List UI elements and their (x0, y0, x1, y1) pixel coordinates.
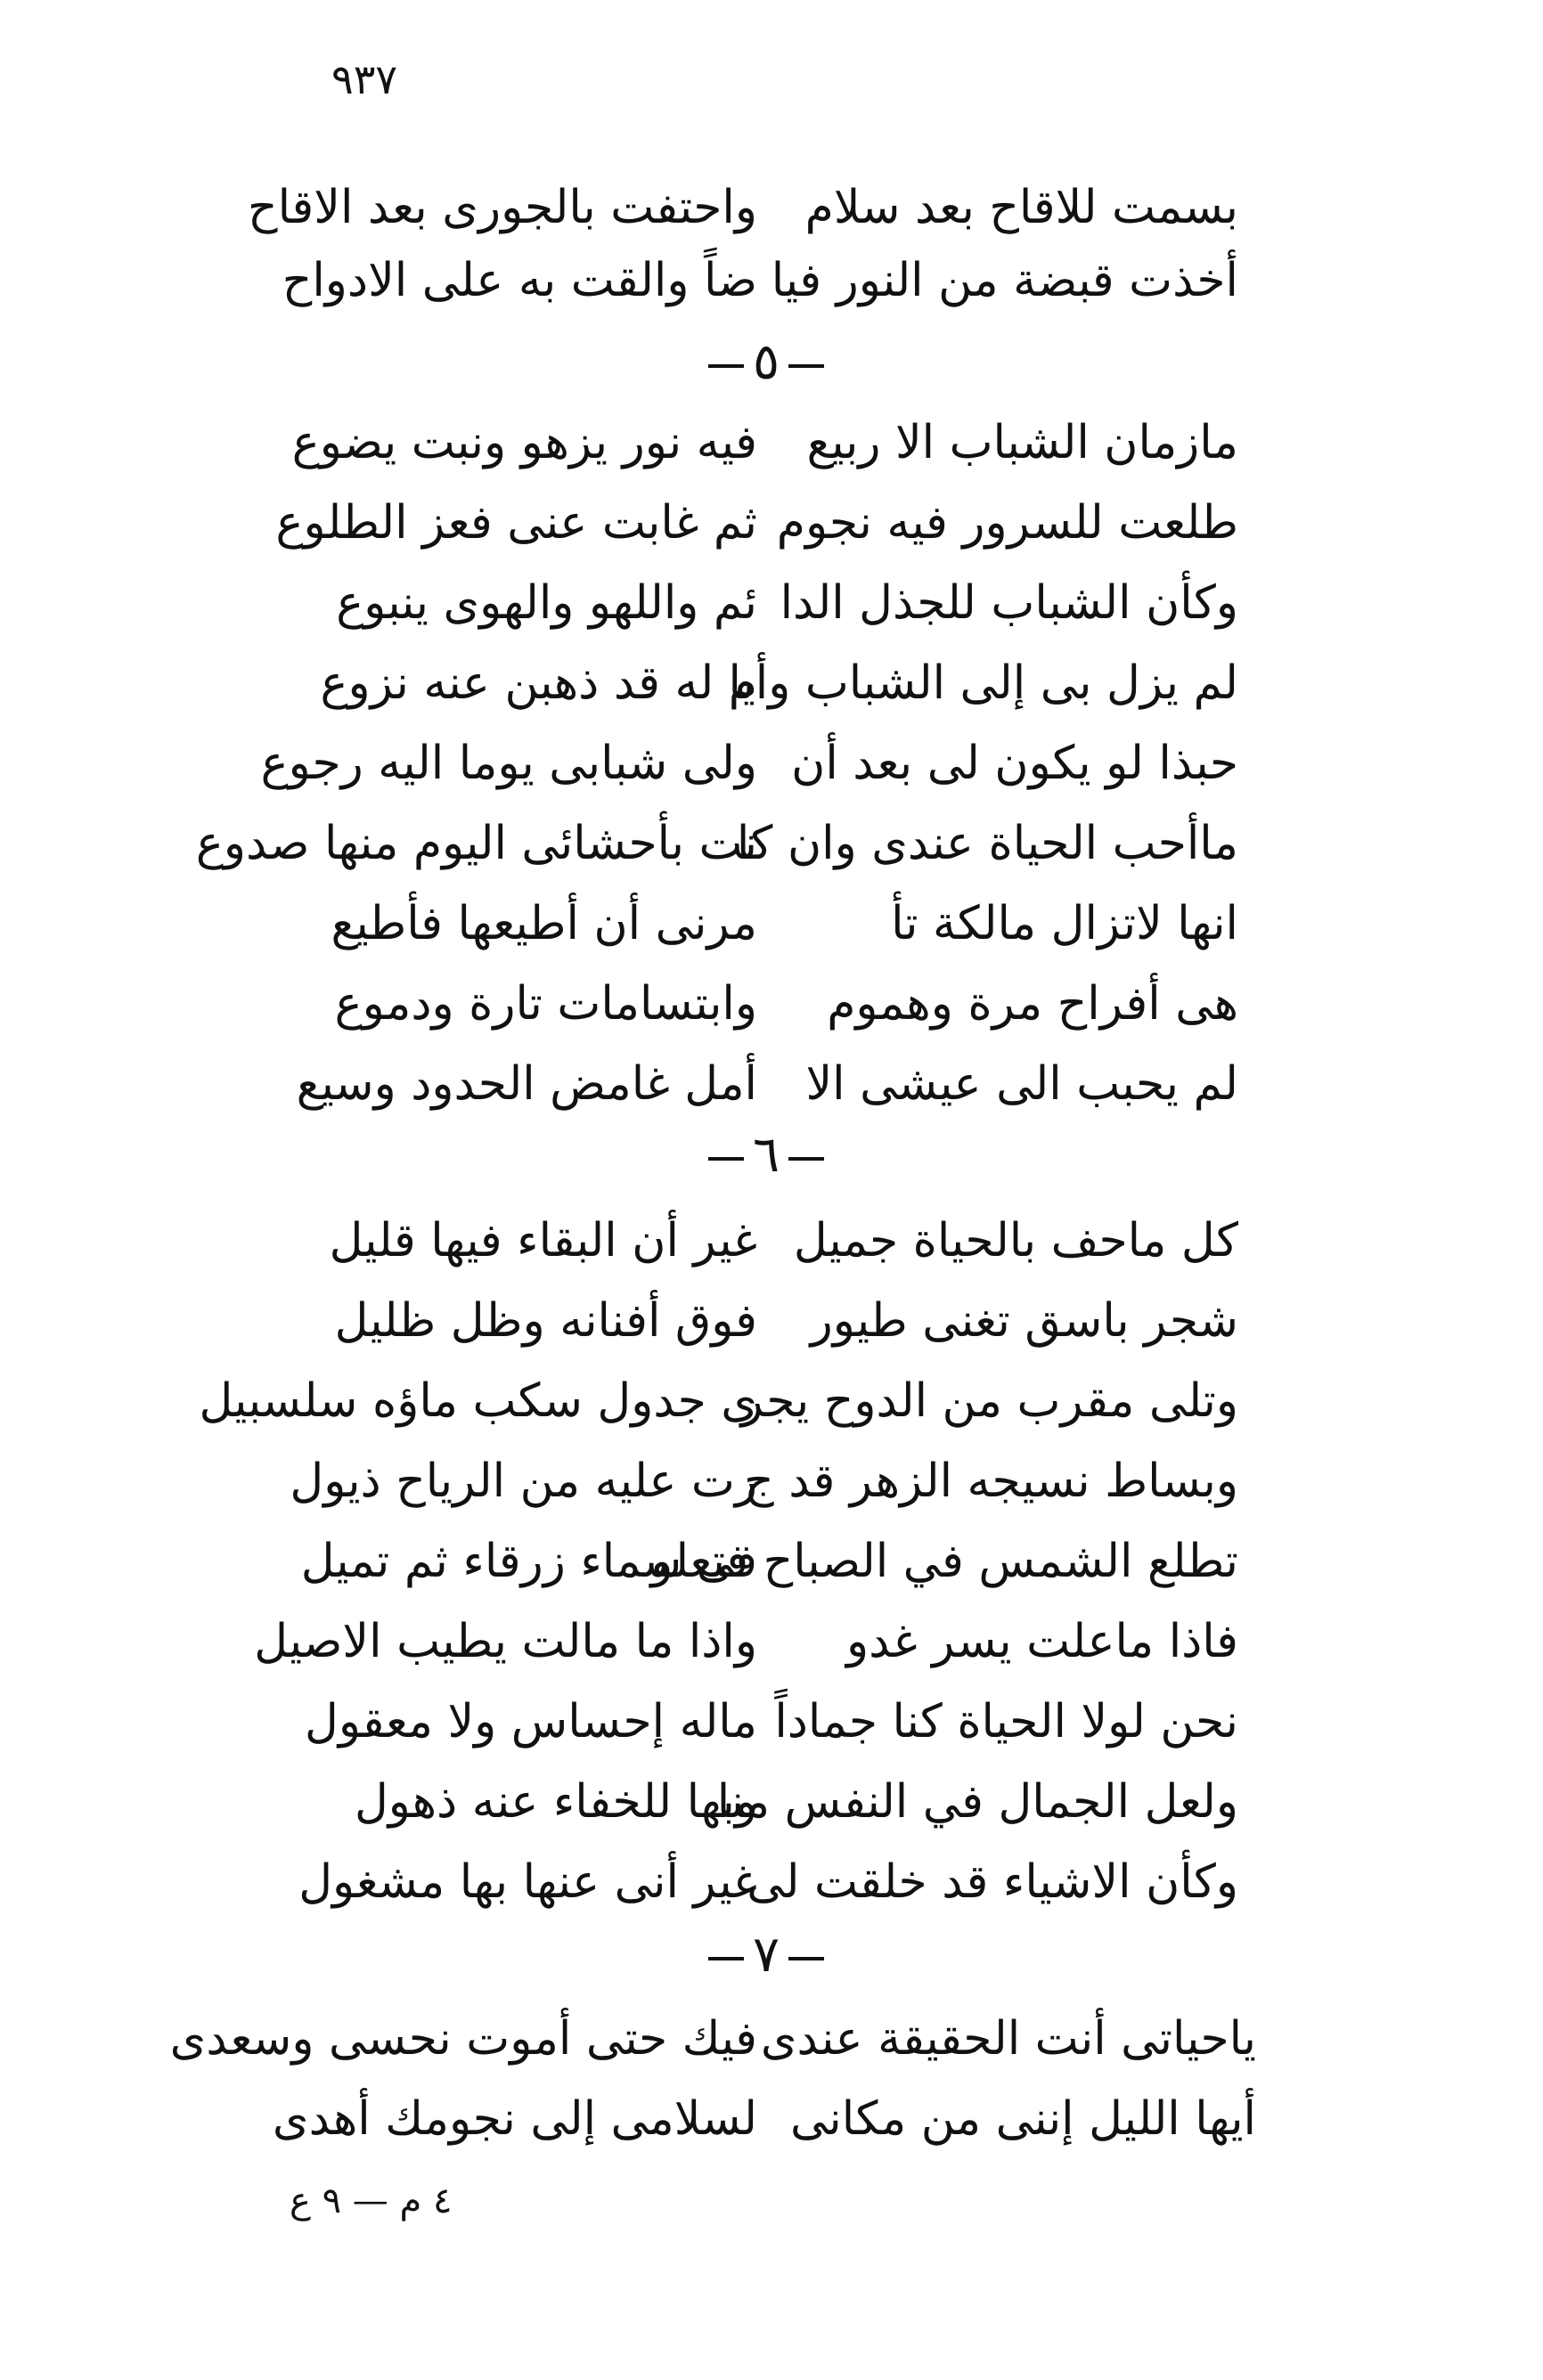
verse-first-hemistich: نحن لولا الحياة كنا جماداً (774, 1695, 1238, 1748)
verse-second-hemistich: مرنى أن أطيعها فأطيع (331, 897, 757, 950)
verse-second-hemistich: أمل غامض الحدود وسيع (296, 1057, 757, 1111)
verse-first-hemistich: فاذا ماعلت يسر غدو (845, 1615, 1238, 1668)
dash (788, 364, 824, 368)
section-number: ٧ (752, 1926, 780, 1984)
verse-second-hemistich: وابتسامات تارة ودموع (334, 977, 757, 1031)
verse-second-hemistich: ثم غابت عنى فعز الطلوع (275, 496, 757, 550)
verse-first-hemistich: طلعت للسرور فيه نجوم (776, 496, 1238, 550)
verse-row (312, 643, 1238, 723)
verse-row (290, 1441, 1238, 1521)
section-number: ٥ (752, 333, 780, 391)
verse-first-hemistich: لم يزل بى إلى الشباب وأيا (728, 656, 1238, 710)
verse-second-hemistich: فوق أفنانه وظل ظليل (334, 1294, 757, 1348)
verse-row (248, 167, 1238, 248)
verse-second-hemistich: غير أن البقاء فيها قليل (329, 1214, 757, 1267)
dash (788, 1957, 824, 1960)
verse-row (298, 1842, 1238, 1922)
verse-first-hemistich: وكأن الشباب للجذل الدا (780, 576, 1238, 630)
verse-second-hemistich: وبها للخفاء عنه ذهول (354, 1775, 757, 1829)
verse-first-hemistich: كل ماحف بالحياة جميل (793, 1214, 1238, 1267)
verse-row (254, 1602, 1238, 1682)
verse-second-hemistich: ئم واللهو والهوى ينبوع (336, 576, 757, 630)
verse-row (300, 1521, 1238, 1602)
verse-row (312, 1762, 1238, 1842)
verse-second-hemistich: ضاً والقت به على الادواح (282, 254, 757, 307)
verse-second-hemistich: غير أنى عنها بها مشغول (298, 1855, 757, 1909)
verse-row (312, 1201, 1238, 1281)
verse-row (169, 1999, 1256, 2079)
verse-row (296, 1044, 1238, 1124)
section-marker (695, 331, 837, 394)
verse-first-hemistich: حبذا لو يكون لى بعد أن (791, 737, 1238, 790)
verse-first-hemistich: شجر باسق تغنى طيور (810, 1294, 1238, 1348)
verse-second-hemistich: فيه نور يزهو ونبت يضوع (291, 416, 757, 469)
verse-first-hemistich: وكأن الاشياء قد خلقت لى (747, 1855, 1238, 1909)
verse-first-hemistich: انها لاتزال مالكة تأ (891, 897, 1238, 950)
verse-second-hemistich: ماله إحساس ولا معقول (305, 1695, 757, 1748)
verse-row (312, 1281, 1238, 1361)
verse-first-hemistich: وبساط نسيجه الزهر قد ج (744, 1455, 1238, 1508)
verse-row (272, 2079, 1256, 2159)
verse-first-hemistich: مازمان الشباب الا ربيع (806, 416, 1238, 469)
section-number: ٦ (752, 1126, 780, 1184)
verse-second-hemistich: فى سماء زرقاء ثم تميل (300, 1535, 757, 1588)
verse-second-hemistich: م له قد ذهبن عنه نزوع (320, 656, 757, 710)
verse-second-hemistich: لسلامى إلى نجومك أهدى (272, 2092, 757, 2146)
dash (708, 1157, 744, 1161)
dash (708, 364, 744, 368)
verse-row (312, 563, 1238, 643)
verse-first-hemistich: وتلى مقرب من الدوح يجر (740, 1374, 1238, 1428)
verse-row (312, 964, 1238, 1044)
dash (788, 1157, 824, 1161)
dash (708, 1957, 744, 1960)
verse-row (199, 1361, 1238, 1441)
verse-first-hemistich: تطلع الشمس في الصباح فتعلو (650, 1535, 1238, 1588)
verse-second-hemistich: واذا ما مالت يطيب الاصيل (254, 1615, 757, 1668)
verse-second-hemistich: ى جدول سكب ماؤه سلسبيل (199, 1374, 757, 1428)
verse-row (275, 483, 1238, 563)
verse-row (312, 884, 1238, 964)
verse-second-hemistich: ولى شبابى يوما اليه رجوع (260, 737, 757, 790)
printer-signature: ٤ م — ٩ ع (290, 2180, 453, 2221)
verse-row (305, 1682, 1238, 1762)
verse-first-hemistich: أخذت قبضة من النور فيا (771, 254, 1238, 307)
section-marker (695, 1924, 837, 1986)
verse-first-hemistich: ولعل الجمال في النفس منا (716, 1775, 1238, 1829)
verse-second-hemistich: رت عليه من الرياح ذيول (290, 1455, 757, 1508)
verse-row (291, 403, 1238, 483)
verse-second-hemistich: فيك حتى أموت نحسى وسعدى (169, 2012, 757, 2066)
verse-row (260, 723, 1238, 803)
verse-second-hemistich: واحتفت بالجورى بعد الاقاح (248, 181, 757, 234)
verse-first-hemistich: ياحياتى أنت الحقيقة عندى (760, 2012, 1256, 2066)
verse-row (195, 803, 1238, 884)
verse-row (282, 240, 1238, 321)
page-number: ٩٣٧ (331, 55, 398, 103)
verse-first-hemistich: هى أفراح مرة وهموم (827, 977, 1238, 1031)
verse-first-hemistich: أيها الليل إننى من مكانى (789, 2092, 1256, 2146)
verse-first-hemistich: ماأحب الحياة عندى وان كا (736, 817, 1238, 870)
verse-second-hemistich: نت بأحشائى اليوم منها صدوع (195, 817, 757, 870)
verse-first-hemistich: لم يحبب الى عيشى الا (805, 1057, 1238, 1111)
verse-first-hemistich: بسمت للاقاح بعد سلام (804, 181, 1238, 234)
section-marker (695, 1124, 837, 1186)
